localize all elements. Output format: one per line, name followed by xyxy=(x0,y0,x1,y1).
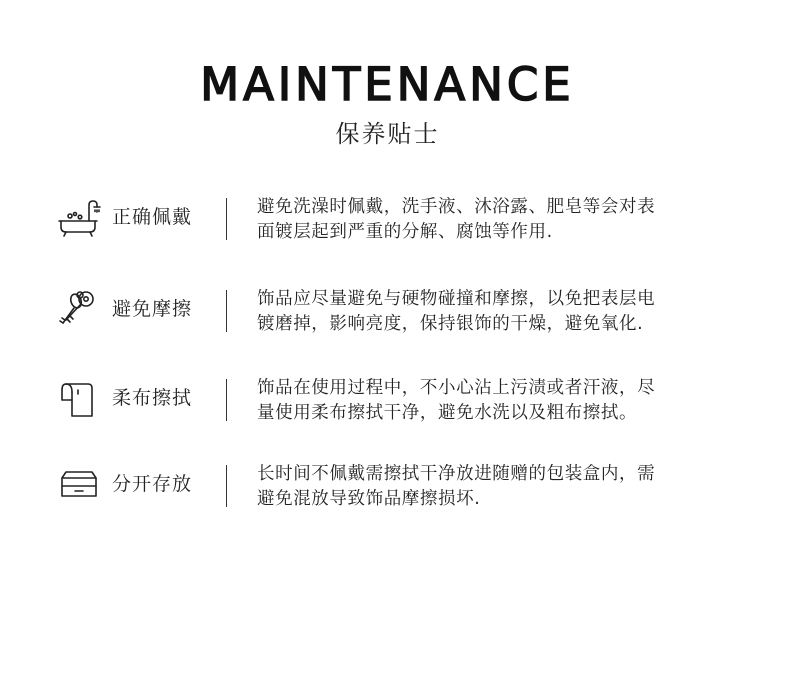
tip-label-wipe: 柔布擦拭 xyxy=(112,387,193,409)
tip-divider xyxy=(226,290,227,332)
tip-row-wear xyxy=(0,195,790,245)
tip-divider xyxy=(226,379,227,421)
tip-row-storage xyxy=(0,462,790,512)
tip-description-wipe: 饰品在使用过程中，不小心沾上污渍或者汗液，尽 量使用柔布擦拭干净，避免水洗以及粗布擦拭。 xyxy=(257,378,656,423)
tip-description-friction: 饰品应尽量避免与硬物碰撞和摩擦，以免把表层电 镀磨掉，影响亮度，保持银饰的干燥，避免氧化. xyxy=(257,289,656,334)
tip-divider xyxy=(226,465,227,507)
tip-description-storage: 长时间不佩戴需擦拭干净放进随赠的包装盒内，需 避免混放导致饰品摩擦损坏. xyxy=(257,464,656,509)
tip-row-friction xyxy=(0,287,790,337)
keys-icon xyxy=(56,289,102,329)
page-title: MAINTENANCE xyxy=(200,58,575,111)
tip-row-wipe xyxy=(0,376,790,426)
storage-box-icon xyxy=(56,464,102,504)
tip-divider xyxy=(226,198,227,240)
tip-description-wear: 避免洗澡时佩戴，洗手液、沐浴露、肥皂等会对表 面镀层起到严重的分解、腐蚀等作用. xyxy=(257,197,656,242)
page-subtitle: 保养贴士 xyxy=(335,120,440,148)
tip-label-wear: 正确佩戴 xyxy=(112,206,193,228)
tip-label-storage: 分开存放 xyxy=(112,473,193,495)
towel-icon xyxy=(56,380,102,420)
tip-label-friction: 避免摩擦 xyxy=(112,298,193,320)
bathtub-shower-icon xyxy=(56,199,102,239)
